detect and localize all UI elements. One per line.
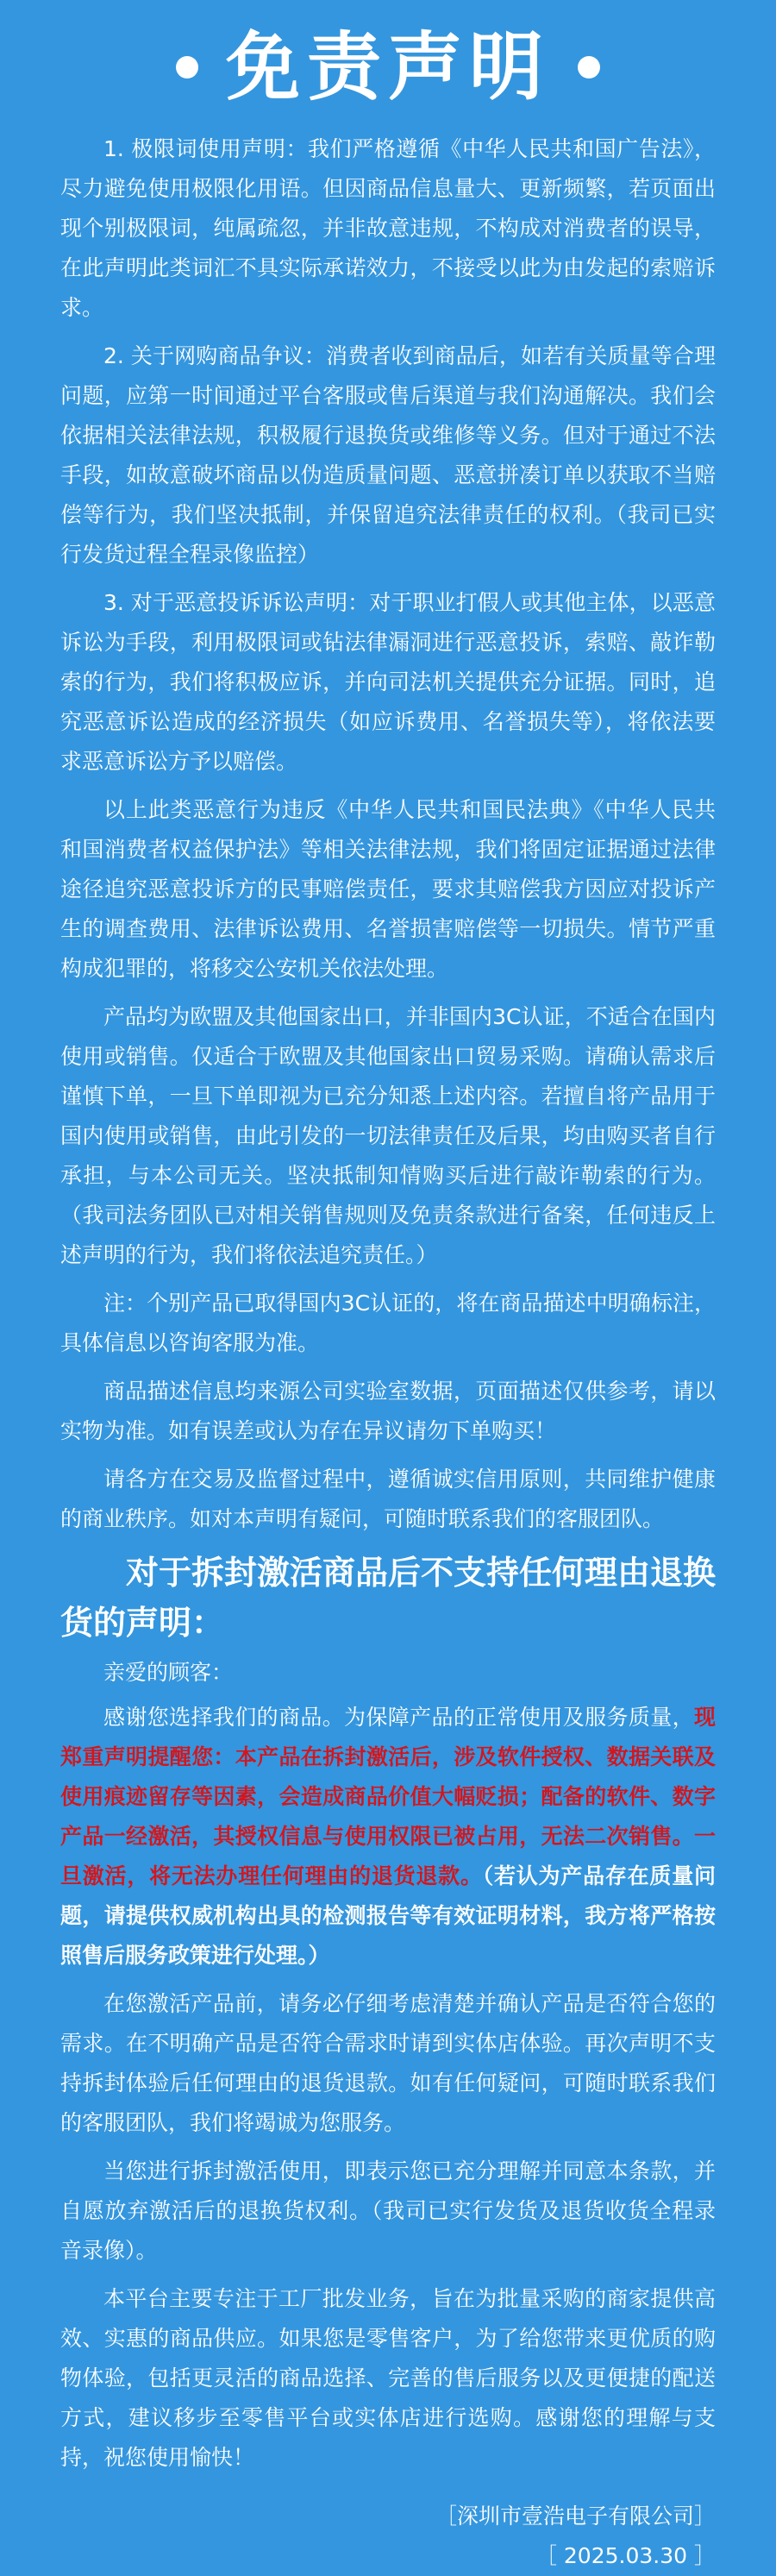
paragraph-thanks — [60, 1698, 716, 1976]
signature-block — [60, 2497, 716, 2576]
paragraph-agreement: 当您进行拆封激活使用，即表示您已充分理解并同意本条款，并自愿放弃激活后的退换货权利。（我司已实行发货及退货收货全程录音录像）。 — [60, 2158, 716, 2263]
paragraph-extreme-words: 1. 极限词使用声明：我们严格遵循《中华人民共和国广告法》，尽力避免使用极限化用语。但因商品信息量大、更新频繁，若页面出现个别极限词，纯属疏忽，并非故意违规，不构成对消费者的误导，在此声明此类词汇不具实际承诺效力，不接受以此为由发起的索赔诉求。 — [60, 136, 716, 320]
thanks-bold-note: （若认为产品存在质量问题，请提供权威机构出具的检测报告等有效证明材料，我方将严格按照售后服务政策进行处理。） — [60, 1863, 716, 1968]
disclaimer-body — [60, 129, 716, 2478]
paragraph-before-activation: 在您激活产品前，请务必仔细考虑清楚并确认产品是否符合您的需求。在不明确产品是否符合需求时请到实体店体验。再次声明不支持拆封体验后任何理由的退货退款。如有任何疑问，可随时联系我们的客服团队，我们将竭诚为您服务。 — [60, 1991, 716, 2135]
paragraph-export-products: 产品均为欧盟及其他国家出口，并非国内3C认证，不适合在国内使用或销售。仅适合于欧盟及其他国家出口贸易采购。请确认需求后谨慎下单，一旦下单即视为已充分知悉上述内容。若擅自将产品用于国内使用或销售，由此引发的一切法律责任及后果，均由购买者自行承担，与本公司无关。坚决抵制知情购买后进行敲诈勒索的行为。（我司法务团队已对相关销售规则及免责条款进行备案，任何违反上述声明的行为，我们将依法追究责任。） — [60, 1004, 716, 1267]
paragraph-online-disputes: 2. 关于网购商品争议：消费者收到商品后，如若有关质量等合理问题，应第一时间通过平台客服或售后渠道与我们沟通解决。我们会依据相关法律法规，积极履行退换货或维修等义务。但对于通过不法手段，如故意破坏商品以伪造质量问题、恶意拼凑订单以获取不当赔偿等行为，我们坚决抵制，并保留追究法律责任的权利。（我司已实行发货过程全程录像监控） — [60, 343, 716, 567]
section-heading-no-return: 对于拆封激活商品后不支持任何理由退换货的声明： — [60, 1554, 717, 1642]
title-row — [60, 12, 716, 123]
page-title: 免责声明 — [226, 24, 550, 110]
bullet-dot-right — [578, 56, 600, 79]
thanks-plain-text: 感谢您选择我们的商品。为保障产品的正常使用及服务质量， — [103, 1705, 694, 1730]
bullet-dot-left — [176, 56, 198, 79]
paragraph-malicious-litigation: 3. 对于恶意投诉诉讼声明：对于职业打假人或其他主体，以恶意诉讼为手段，利用极限词或钻法律漏洞进行恶意投诉，索赔、敲诈勒索的行为，我们将积极应诉，并向司法机关提供充分证据。同时，追究恶意诉讼造成的经济损失（如应诉费用、名誉损失等），将依法要求恶意诉讼方予以赔偿。 — [60, 590, 716, 774]
signature-date: ［ 2025.03.30 ］ — [535, 2543, 716, 2568]
paragraph-legal-basis: 以上此类恶意行为违反《中华人民共和国民法典》《中华人民共和国消费者权益保护法》等相关法律法规，我们将固定证据通过法律途径追究恶意投诉方的民事赔偿责任，要求其赔偿我方因应对投诉产生的调查费用、法律诉讼费用、名誉损害赔偿等一切损失。情节严重构成犯罪的，将移交公安机关依法处理。 — [60, 797, 716, 981]
thanks-red-warning: 现郑重声明提醒您：本产品在拆封激活后，涉及软件授权、数据关联及使用痕迹留存等因素，会造成商品价值大幅贬损；配备的软件、数字产品一经激活，其授权信息与使用权限已被占用，无法二次销售。一旦激活，将无法办理任何理由的退货退款。 — [60, 1705, 716, 1888]
paragraph-product-description: 商品描述信息均来源公司实验室数据，页面描述仅供参考，请以实物为准。如有误差或认为存在异议请勿下单购买！ — [60, 1379, 716, 1443]
paragraph-good-faith: 请各方在交易及监督过程中，遵循诚实信用原则，共同维护健康的商业秩序。如对本声明有疑问，可随时联系我们的客服团队。 — [60, 1467, 716, 1531]
paragraph-3c-note: 注：个别产品已取得国内3C认证的，将在商品描述中明确标注，具体信息以咨询客服为准。 — [60, 1291, 716, 1355]
company-name: ［深圳市壹浩电子有限公司］ — [435, 2504, 716, 2529]
paragraph-platform: 本平台主要专注于工厂批发业务，旨在为批量采购的商家提供高效、实惠的商品供应。如果您是零售客户，为了给您带来更优质的购物体验，包括更灵活的商品选择、完善的售后服务以及更便捷的配送方式，建议移步至零售平台或实体店进行选购。感谢您的理解与支持，祝您使用愉快！ — [60, 2286, 716, 2470]
greeting: 亲爱的顾客： — [103, 1660, 234, 1685]
